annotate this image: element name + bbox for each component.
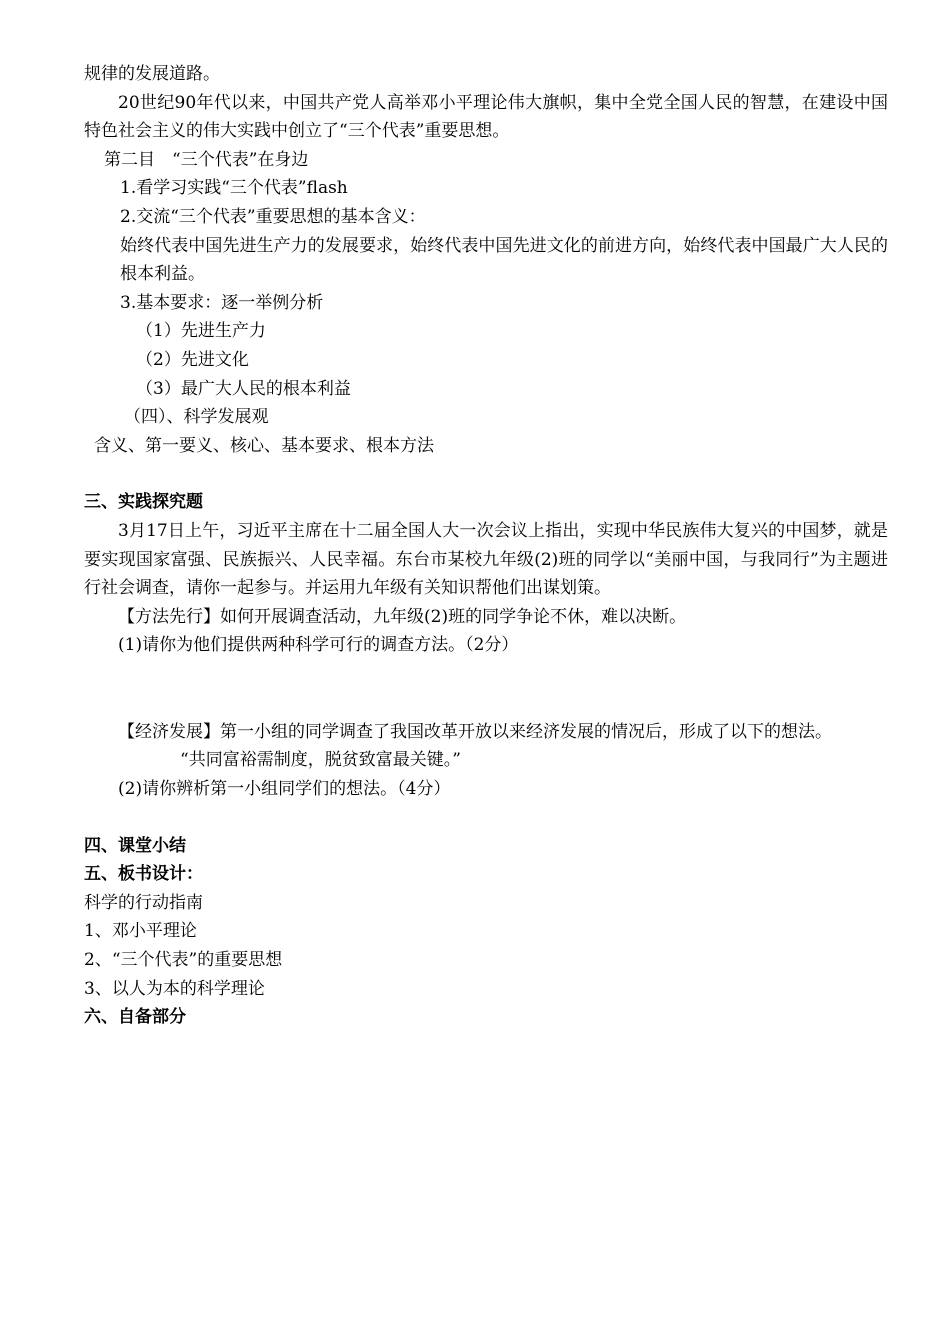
list-item-basic-requirements: 3.基本要求：逐一举例分析: [120, 292, 324, 313]
question-2: (2)请你辨析第一小组同学们的想法。（4分）: [118, 779, 451, 800]
section-heading-self-prepared: 六、自备部分: [84, 1007, 186, 1028]
paragraph-three-represents-origin: 20世纪90年代以来，中国共产党人高举邓小平理论伟大旗帜，集中全党全国人民的智慧，在建设中国特色社会主义的伟大实践中创立了“三个代表”重要思想。: [84, 92, 888, 142]
spacer: [84, 804, 888, 832]
paragraph-development-road: 规律的发展道路。: [84, 64, 220, 84]
spacer: [84, 460, 888, 488]
paragraph-economic-development: 【经济发展】第一小组的同学调查了我国改革开放以来经济发展的情况后，形成了以下的想法。: [118, 721, 832, 742]
sub-item-people-interest: （3）最广大人民的根本利益: [136, 378, 351, 399]
sub-item-productivity: （1）先进生产力: [136, 321, 266, 342]
subsection-heading-three-represents: 第二目 “三个代表”在身边: [104, 149, 309, 170]
paragraph-method-first: 【方法先行】如何开展调查活动，九年级(2)班的同学争论不休，难以决断。: [118, 606, 687, 627]
list-item-basic-meaning: 2.交流“三个代表”重要思想的基本含义：: [120, 206, 426, 227]
sub-item-culture: （2）先进文化: [136, 349, 249, 370]
question-1: (1)请你为他们提供两种科学可行的调查方法。（2分）: [118, 635, 519, 656]
board-item-three-represents: 2、“三个代表”的重要思想: [84, 950, 283, 971]
section-heading-practice: 三、实践探究题: [84, 492, 203, 513]
answer-space: [84, 660, 888, 718]
subsection-heading-scientific-outlook: （四）、科学发展观: [124, 407, 269, 428]
paragraph-scientific-outlook-aspects: 含义、第一要义、核心、基本要求、根本方法: [94, 435, 434, 456]
list-item-flash: 1.看学习实践“三个代表”flash: [120, 178, 348, 199]
board-item-people-oriented: 3、以人为本的科学理论: [84, 978, 265, 999]
board-title: 科学的行动指南: [84, 892, 203, 913]
document-page: [84, 60, 888, 1032]
paragraph-basic-meaning: 始终代表中国先进生产力的发展要求，始终代表中国先进文化的前进方向，始终代表中国最广大人民的根本利益。: [120, 235, 888, 285]
quote-group-idea: “共同富裕需制度，脱贫致富最关键。”: [180, 750, 461, 771]
paragraph-practice-intro: 3月17日上午，习近平主席在十二届全国人大一次会议上指出，实现中华民族伟大复兴的中国梦，就是要实现国家富强、民族振兴、人民幸福。东台市某校九年级(2)班的同学以“美丽中国，与我同行”为主题进行社会调查，请你一起参与。并运用九年级有关知识帮他们出谋划策。: [84, 520, 888, 599]
section-heading-summary: 四、课堂小结: [84, 835, 186, 856]
section-heading-board-design: 五、板书设计：: [84, 864, 203, 885]
board-item-deng-theory: 1、邓小平理论: [84, 921, 197, 942]
